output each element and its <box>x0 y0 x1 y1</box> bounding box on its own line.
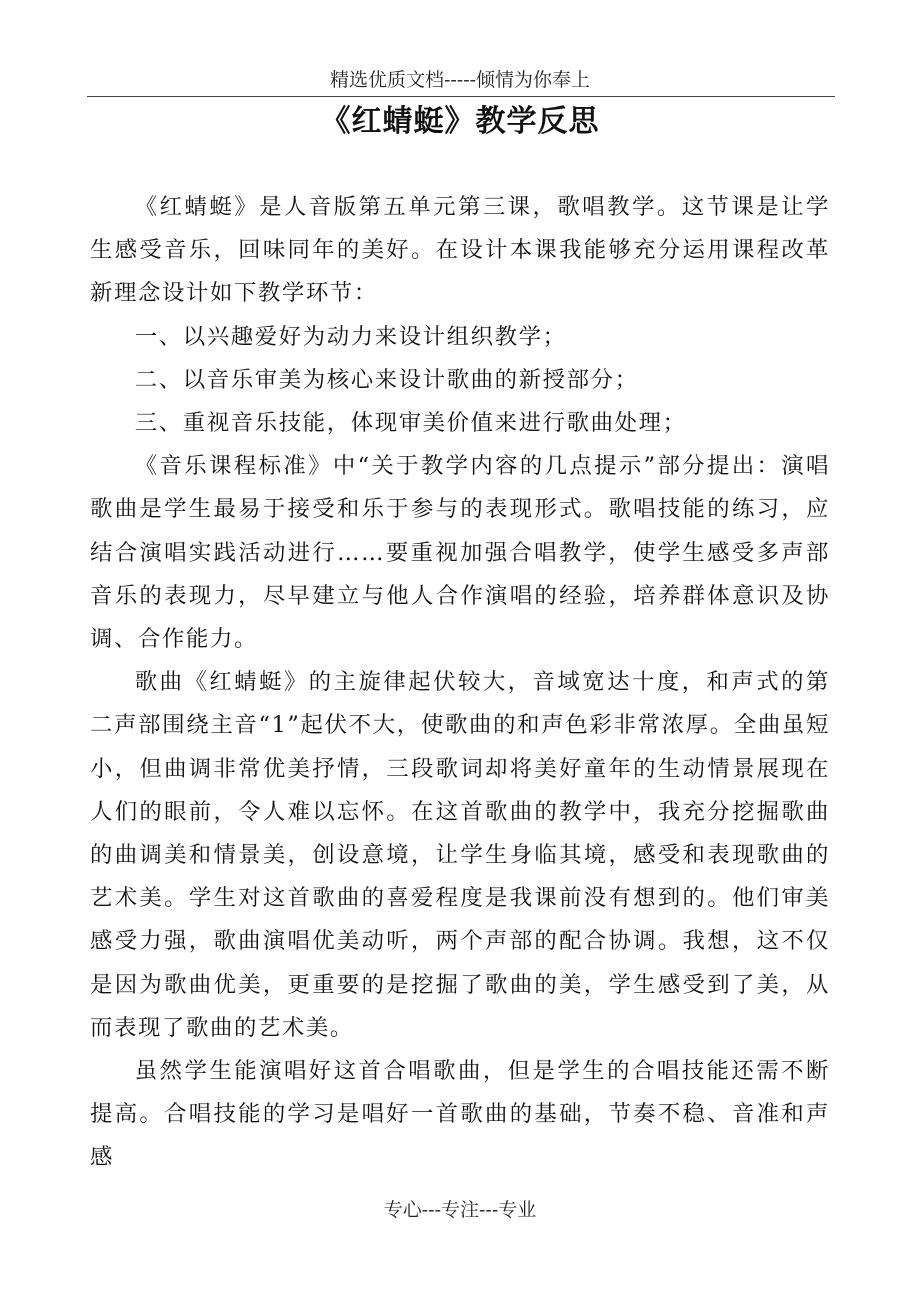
paragraph-choral-skills: 虽然学生能演唱好这首合唱歌曲，但是学生的合唱技能还需不断提高。合唱技能的学习是唱好一首歌曲的基础，节奏不稳、音准和声感 <box>90 1058 830 1171</box>
header-rule <box>87 96 835 97</box>
paragraph-intro: 《红蜻蜓》是人音版第五单元第三课，歌唱教学。这节课是让学生感受音乐，回味同年的美好。在设计本课我能够充分运用课程改革新理念设计如下教学环节： <box>90 194 830 307</box>
paragraph-song-analysis: 歌曲《红蜻蜓》的主旋律起伏较大，音域宽达十度，和声式的第二声部围绕主音“1”起伏不大，使歌曲的和声色彩非常浓厚。全曲虽短小，但曲调非常优美抒情，三段歌词却将美好童年的生动情景展现在人们的眼前，令人难以忘怀。在这首歌曲的教学中，我充分挖掘歌曲的曲调美和情景美，创设意境，让学生身临其境，感受和表现歌曲的艺术美。学生对这首歌曲的喜爱程度是我课前没有想到的。他们审美感受力强，歌曲演唱优美动听，两个声部的配合协调。我想，这不仅是因为歌曲优美，更重要的是挖掘了歌曲的美，学生感受到了美，从而表现了歌曲的艺术美。 <box>90 669 830 1041</box>
paragraph-item-3: 三、重视音乐技能，体现审美价值来进行歌曲处理； <box>134 410 687 437</box>
document-body <box>90 186 830 1180</box>
paragraph-item-1: 一、以兴趣爱好为动力来设计组织教学； <box>134 323 567 350</box>
page-header: 精选优质文档-----倾情为你奉上 <box>329 69 591 91</box>
document-title: 《红蜻蜓》教学反思 <box>320 104 600 139</box>
paragraph-item-2: 二、以音乐审美为核心来设计歌曲的新授部分； <box>134 366 639 393</box>
paragraph-curriculum-standard: 《音乐课程标准》中“关于教学内容的几点提示”部分提出：演唱歌曲是学生最易于接受和乐于参与的表现形式。歌唱技能的练习，应结合演唱实践活动进行……要重视加强合唱教学，使学生感受多声部音乐的表现力，尽早建立与他人合作演唱的经验，培养群体意识及协调、合作能力。 <box>90 453 830 653</box>
page-footer: 专心---专注---专业 <box>383 1199 537 1221</box>
